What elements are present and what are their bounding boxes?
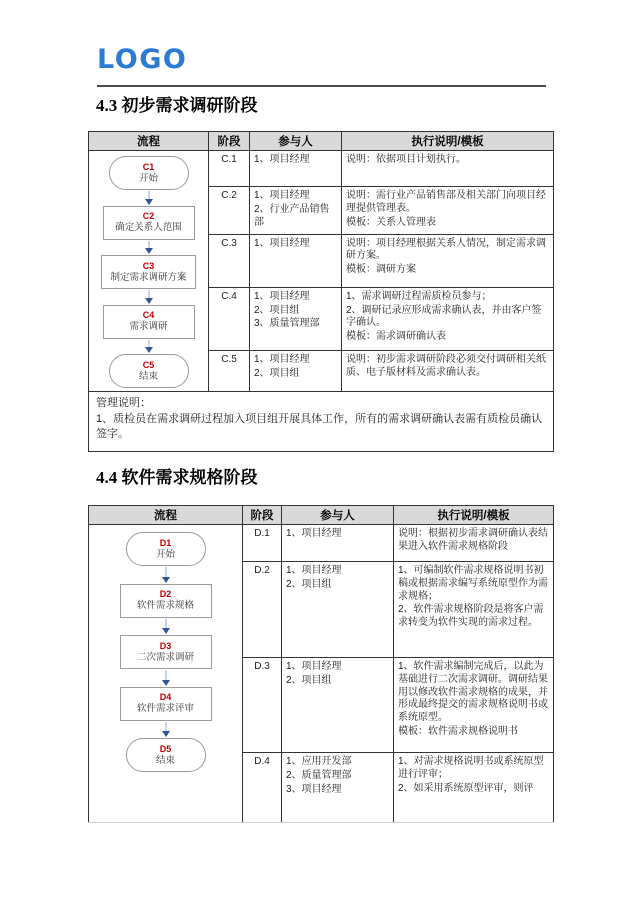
process-table-4-3-wrap <box>88 131 554 452</box>
process-table-4-4-wrap <box>88 505 554 823</box>
description-cell <box>394 562 554 658</box>
flow-node-code: D4 <box>159 692 172 702</box>
header-rule <box>97 85 546 87</box>
flow-node-label: 二次需求调研 <box>136 651 194 663</box>
stage-cell: D.1 <box>243 525 282 562</box>
description-cell <box>342 234 554 287</box>
text-line: 2、调研记录应形成需求确认表，并由客户签字确认。 <box>346 304 542 329</box>
management-note-row <box>89 392 554 452</box>
stage-cell: C.3 <box>209 234 250 287</box>
description-cell <box>342 187 554 235</box>
table-row <box>89 525 554 562</box>
stage-cell: C.4 <box>209 287 250 350</box>
description-cell <box>394 525 554 562</box>
participants-cell <box>282 753 394 824</box>
col-header-flow: 流程 <box>89 506 243 525</box>
flow-node-code: C4 <box>142 310 155 320</box>
flow-node-step <box>120 635 212 669</box>
col-header-description: 执行说明/模板 <box>342 132 554 151</box>
management-note-cell <box>89 392 554 452</box>
stage-cell: C.2 <box>209 187 250 235</box>
text-line: 模板：关系人管理表 <box>346 216 436 228</box>
participants-cell <box>250 234 342 287</box>
flow-arrow-down-icon <box>143 289 155 305</box>
text-line: 模板：调研方案 <box>346 264 416 276</box>
description-cell <box>394 658 554 753</box>
participants-cell <box>282 562 394 658</box>
col-header-flow: 流程 <box>89 132 209 151</box>
flow-arrow-down-icon <box>160 721 172 739</box>
text-line: 2、软件需求规格阶段是将客户需求转变为软件实现的需求过程。 <box>398 604 544 629</box>
col-header-stage: 阶段 <box>209 132 250 151</box>
flow-node-code: D2 <box>159 589 172 599</box>
col-header-description: 执行说明/模板 <box>394 506 554 525</box>
flow-node-label: 结束 <box>155 754 175 766</box>
text-line: 1、项目经理 <box>254 353 310 365</box>
text-line: 1、可编制软件需求规格说明书初稿或根据需求编写系统原型作为需求规格； <box>398 565 548 602</box>
participants-cell <box>250 350 342 391</box>
flowchart-4-3 <box>93 156 204 388</box>
participants-cell <box>282 525 394 562</box>
stage-cell: C.5 <box>209 350 250 391</box>
text-line: 1、项目经理 <box>254 154 310 165</box>
flow-node-step <box>120 584 212 618</box>
text-line: 2、质量管理部 <box>286 769 352 781</box>
flow-arrow-down-icon <box>160 566 172 584</box>
stage-cell: D.3 <box>243 658 282 753</box>
company-logo: LOGO <box>97 44 188 75</box>
table-row <box>89 151 554 187</box>
participants-cell <box>282 658 394 753</box>
col-header-stage: 阶段 <box>243 506 282 525</box>
participants-cell <box>250 287 342 350</box>
text-line: 1、应用开发部 <box>286 756 352 767</box>
flow-node-code: D3 <box>159 640 172 651</box>
text-line: 2、行业产品销售部 <box>254 203 330 228</box>
text-line: 1、项目经理 <box>286 661 342 672</box>
text-line: 1、软件需求编制完成后，以此为基础进行二次需求调研。调研结果用以修改软件需求规格的成果，并形成最终提交的需求规格说明书或系统原型。 <box>398 661 548 724</box>
text-line: 1、质检员在需求调研过程加入项目组开展具体工作，所有的需求调研确认表需有质检员确认签字。 <box>96 413 543 440</box>
flow-node-code: C5 <box>142 359 155 370</box>
text-line: 2、如采用系统原型评审，则评 <box>398 782 534 794</box>
text-line: 模板：需求调研确认表 <box>346 331 446 343</box>
flow-node-code: C2 <box>142 211 155 221</box>
text-line: 说明：根据初步需求调研确认表结果进入软件需求规格阶段 <box>398 528 548 552</box>
participants-cell <box>250 151 342 187</box>
table-header-row <box>89 506 554 525</box>
flow-node-label: 软件需求评审 <box>136 703 194 714</box>
text-line: 1、项目经理 <box>286 565 342 576</box>
flow-node-label: 确定关系人范围 <box>115 222 182 233</box>
flow-node-label: 结束 <box>138 370 158 382</box>
text-line: 2、项目组 <box>286 674 332 686</box>
flow-node-step <box>103 206 195 240</box>
stage-cell: D.2 <box>243 562 282 658</box>
flow-node-label: 开始 <box>138 172 158 184</box>
process-table-4-3 <box>88 131 554 452</box>
flow-arrow-down-icon <box>143 240 155 256</box>
text-line: 1、项目经理 <box>254 290 310 302</box>
table-header-row <box>89 132 554 151</box>
flowchart-cell <box>89 525 243 824</box>
flow-node-step <box>101 255 195 289</box>
flow-node-step <box>120 687 212 721</box>
text-line: 3、项目经理 <box>286 783 342 795</box>
description-cell <box>342 350 554 391</box>
text-line: 模板：软件需求规格说明书 <box>398 725 518 737</box>
flow-node-label: 制定需求调研方案 <box>110 271 187 283</box>
flow-node-end <box>126 738 206 772</box>
flow-node-end <box>109 354 189 388</box>
flowchart-cell <box>89 151 209 392</box>
text-line: 3、质量管理部 <box>254 318 320 330</box>
flowchart-4-4 <box>93 532 238 772</box>
col-header-participants: 参与人 <box>250 132 342 151</box>
participants-cell <box>250 187 342 235</box>
flow-node-label: 软件需求规格 <box>136 600 194 611</box>
flow-node-code: C1 <box>142 161 155 172</box>
text-line: 1、项目经理 <box>286 528 342 539</box>
text-line: 1、项目经理 <box>254 190 310 202</box>
flow-node-label: 需求调研 <box>129 321 168 332</box>
text-line: 1、项目经理 <box>254 237 310 249</box>
flow-node-code: D5 <box>159 743 172 754</box>
text-line: 2、项目组 <box>286 578 332 590</box>
flow-arrow-down-icon <box>143 339 155 355</box>
flow-node-start <box>109 156 189 190</box>
flow-node-code: D1 <box>159 537 172 548</box>
description-cell <box>342 287 554 350</box>
text-line: 2、项目组 <box>254 367 300 379</box>
process-table-4-4 <box>88 505 554 823</box>
stage-cell: D.4 <box>243 753 282 824</box>
text-line: 1、需求调研过程需质检员参与； <box>346 290 492 302</box>
section-heading-4-4: 4.4 软件需求规格阶段 <box>96 468 258 487</box>
section-heading-4-3: 4.3 初步需求调研阶段 <box>96 96 258 115</box>
text-line: 说明：初步需求调研阶段必须交付调研相关纸质、电子版材料及需求确认表。 <box>346 353 546 378</box>
flow-node-code: C3 <box>142 260 155 271</box>
flow-arrow-down-icon <box>160 669 172 687</box>
description-cell <box>394 753 554 824</box>
text-line: 说明：依据项目计划执行。 <box>346 154 466 165</box>
flow-node-label: 开始 <box>155 548 175 560</box>
description-cell <box>342 151 554 187</box>
flow-node-start <box>126 532 206 566</box>
text-line: 2、项目组 <box>254 304 300 316</box>
col-header-participants: 参与人 <box>282 506 394 525</box>
text-line: 说明：项目经理根据关系人情况，制定需求调研方案。 <box>346 237 546 262</box>
flow-node-step <box>103 305 195 339</box>
stage-cell: C.1 <box>209 151 250 187</box>
text-line: 说明：需行业产品销售部及相关部门向项目经理提供管理表。 <box>346 190 546 214</box>
flow-arrow-down-icon <box>143 190 155 206</box>
flow-arrow-down-icon <box>160 618 172 636</box>
text-line: 1、对需求规格说明书或系统原型进行评审； <box>398 756 544 780</box>
text-line: 管理说明： <box>96 397 151 409</box>
